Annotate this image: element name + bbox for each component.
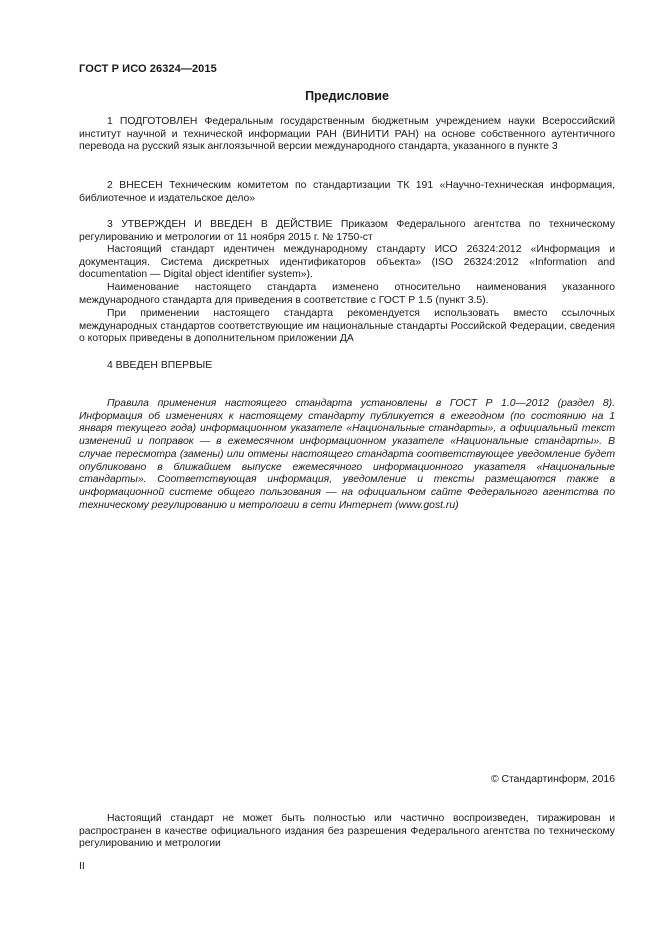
section-2-submitted-by: 2 ВНЕСЕН Техническим комитетом по стандартизации ТК 191 «Научно-техническая информация, библиотечное и издательское дело» <box>79 180 615 204</box>
section-4-introduced-first: 4 ВВЕДЕН ВПЕРВЫЕ <box>107 360 213 371</box>
section-3-references-note: При применении настоящего стандарта рекомендуется использовать вместо ссылочных международных стандартов соответствующие им национальные стандарты Российской Федерации, сведения о которых приведены в дополнительном приложении ДА <box>79 308 615 345</box>
section-3-identity-note: Настоящий стандарт идентичен международному стандарту ИСО 26324:2012 «Информация и документация. Система дискретных идентификаторов объекта» (ISO 26324:2012 «Information and documentation — Digital object identifier system»). <box>79 244 615 281</box>
document-code-header: ГОСТ Р ИСО 26324—2015 <box>79 63 217 75</box>
foreword-title: Предисловие <box>305 89 389 103</box>
copyright-line: © Стандартинформ, 2016 <box>490 774 615 785</box>
section-3-approved: 3 УТВЕРЖДЕН И ВВЕДЕН В ДЕЙСТВИЕ Приказом Федерального агентства по техническому регулированию и метрологии от 11 ноября 2015 г. № 1750-ст <box>79 219 615 243</box>
reproduction-notice: Настоящий стандарт не может быть полностью или частично воспроизведен, тиражирован и распространен в качестве официального издания без разрешения Федерального агентства по техническому регулированию и метрологии <box>79 813 615 850</box>
section-3-name-change-note: Наименование настоящего стандарта изменено относительно наименования указанного международного стандарта для приведения в соответствие с ГОСТ Р 1.5 (пункт 3.5). <box>79 282 615 306</box>
section-1-prepared-by: 1 ПОДГОТОВЛЕН Федеральным государственным бюджетным учреждением науки Всероссийский институт научной и технической информации РАН (ВИНИТИ РАН) на основе собственного аутентичного перевода на русский язык англоязычной версии международного стандарта, указанного в пункте 3 <box>79 116 615 153</box>
page-number: II <box>79 861 85 872</box>
rules-of-application-notice: Правила применения настоящего стандарта установлены в ГОСТ Р 1.0—2012 (раздел 8). Информация об изменениях к настоящему стандарту публикуется в ежегодном (по состоянию на 1 января текущего года) информационном указателе «Национальные стандарты», а официальный текст изменений и поправок — в ежемесячном информационном указателе «Национальные стандарты». В случае пересмотра (замены) или отмены настоящего стандарта соответствующее уведомление будет опубликовано в ближайшем выпуске ежемесячного информационного указателя «Национальные стандарты». Соответствующая информация, уведомление и тексты размещаются также в информационной системе общего пользования — на официальном сайте Федерального агентства по техническому регулированию и метрологии в сети Интернет (www.gost.ru) <box>79 398 615 511</box>
